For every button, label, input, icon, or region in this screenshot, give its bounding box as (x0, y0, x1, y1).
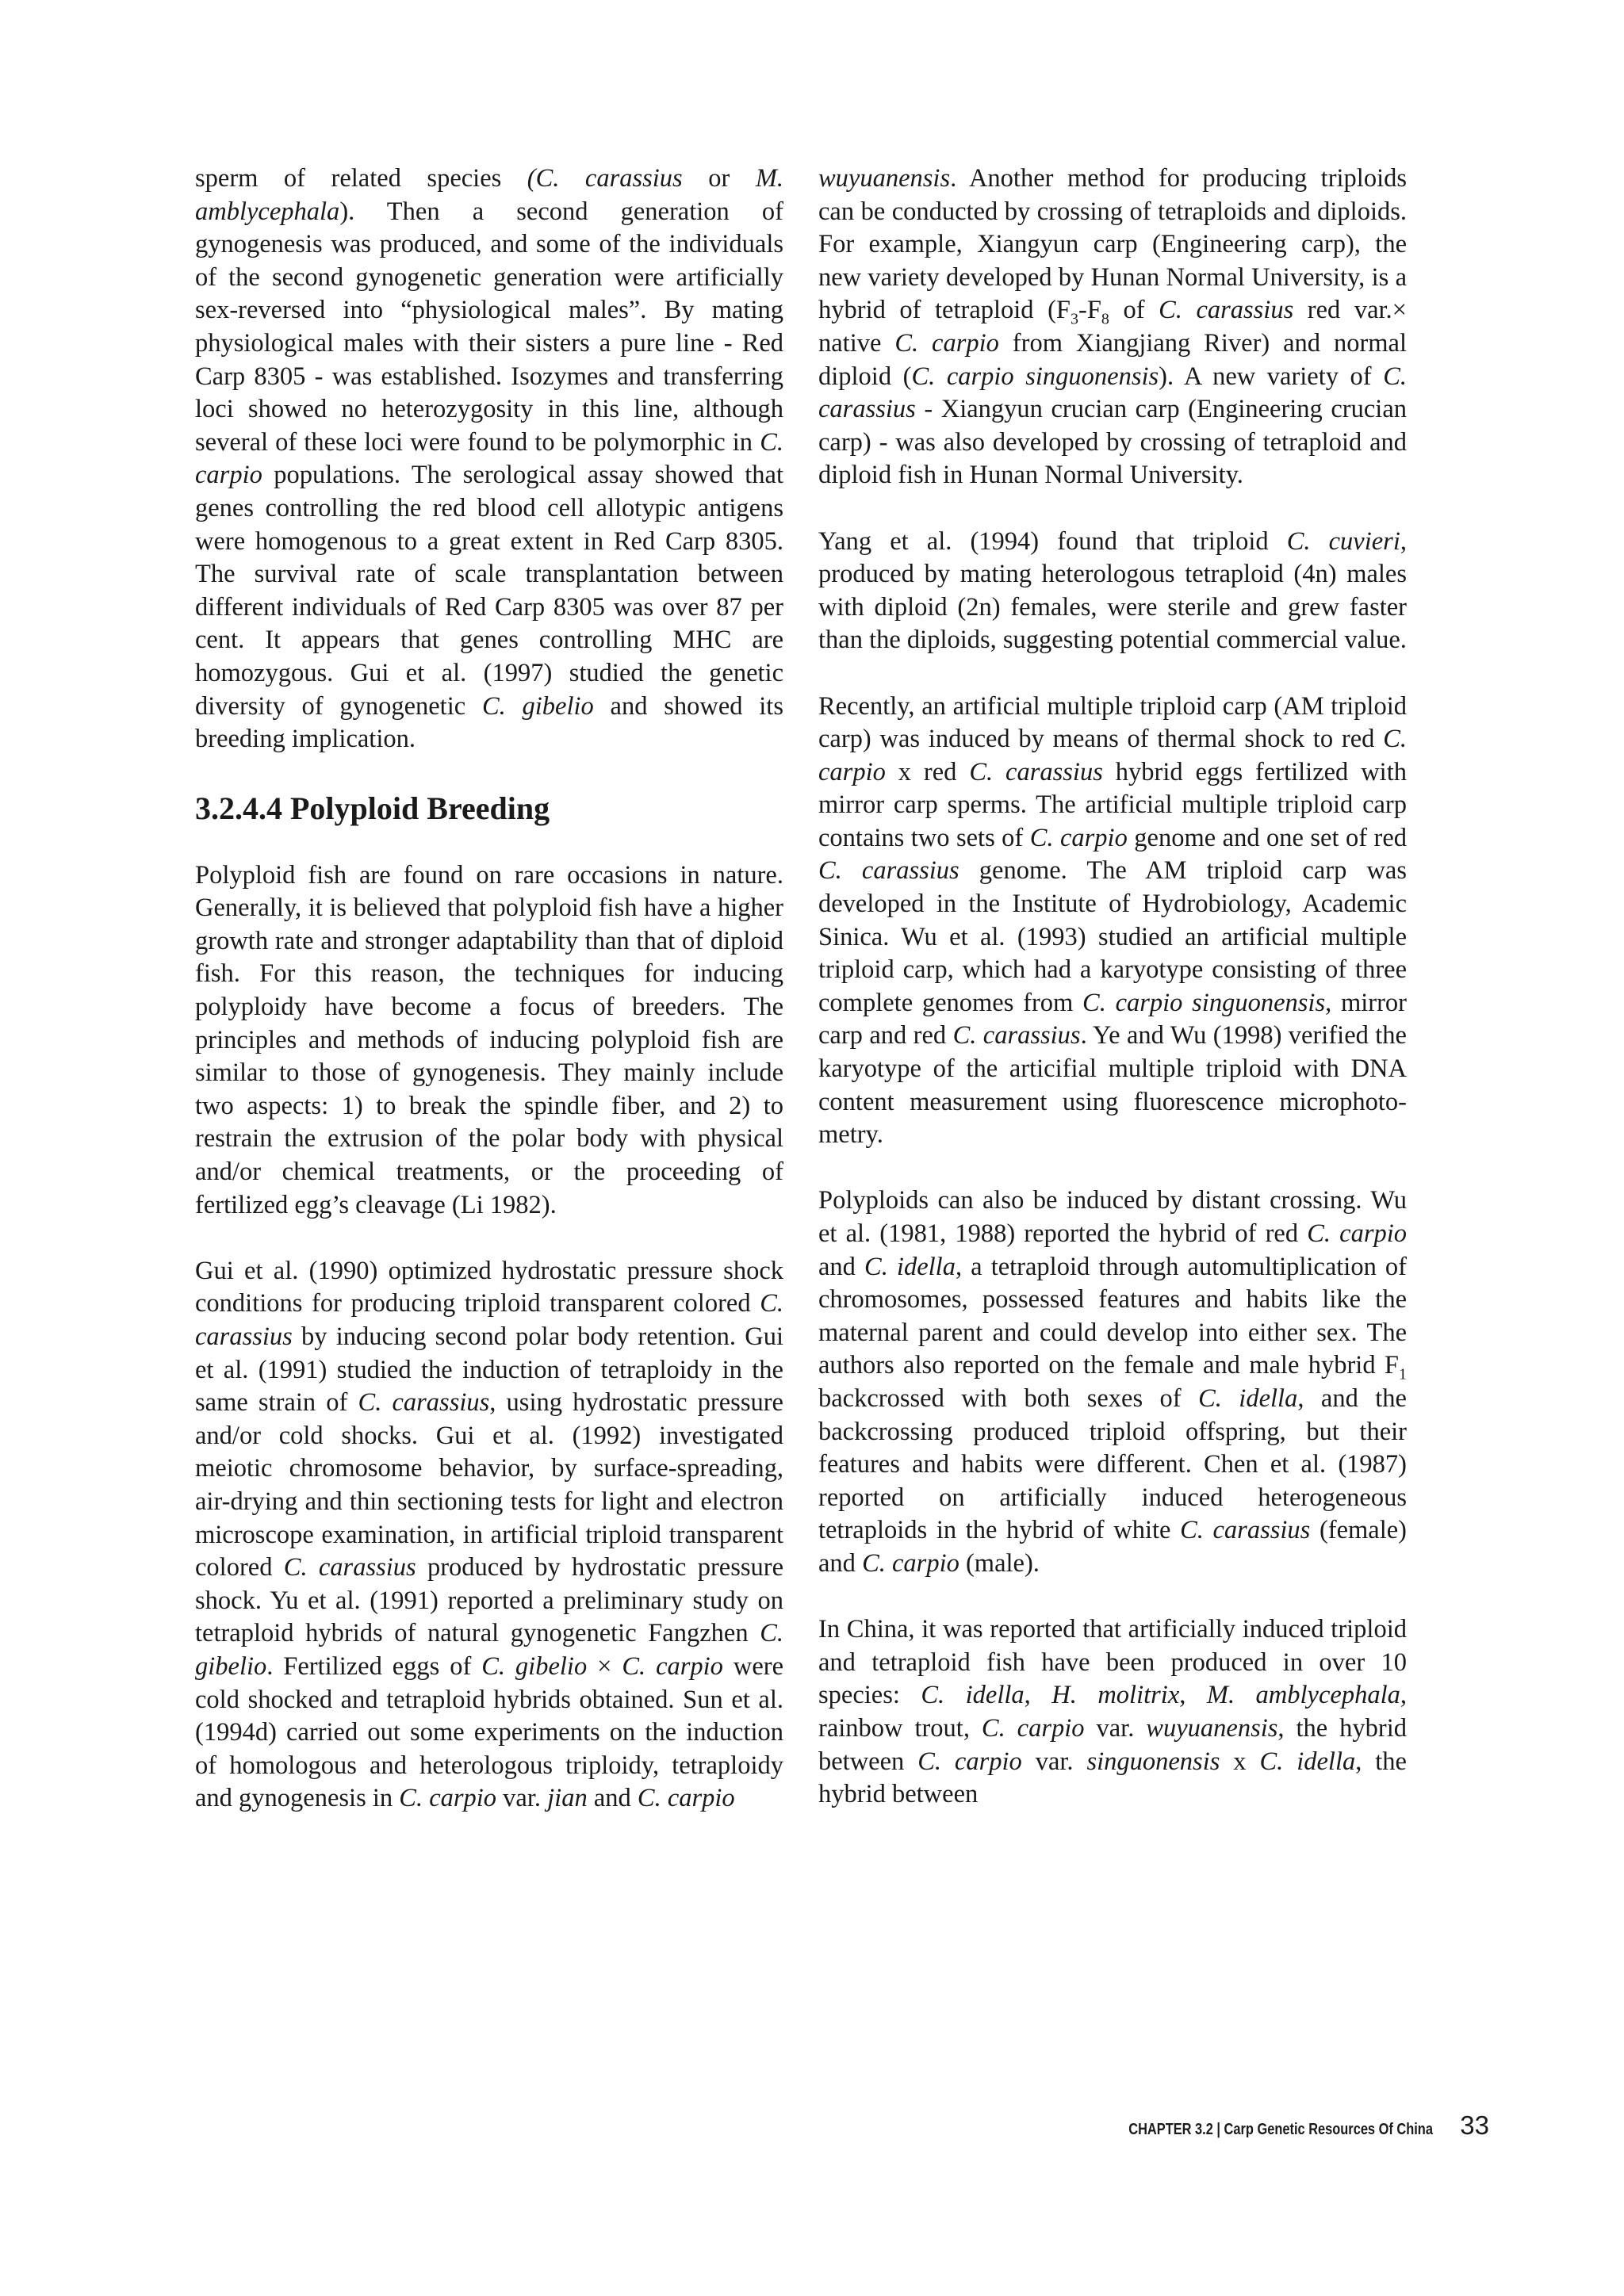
paragraph (818, 1184, 1407, 1580)
chapter-label: CHAPTER 3.2 | Carp Genetic Resources Of China (1128, 2121, 1434, 2138)
paragraph (818, 1613, 1407, 1812)
italic-term: C. carpio (622, 1651, 723, 1681)
text-run: (male). (959, 1548, 1040, 1578)
page-number: 33 (1460, 2110, 1489, 2140)
subscript: 1 (1399, 1365, 1407, 1383)
italic-term: C. carpio (1029, 823, 1128, 852)
text-run: × (587, 1651, 622, 1681)
italic-term: C. carpio (195, 427, 783, 490)
italic-term: C. carpio (1307, 1219, 1408, 1248)
text-run: , and the backcrossing produced triploid offspring, but their features and habits were different. Chen et al. (1987) reported on artificially induced heterogeneous tetraploids in the hybrid of white (818, 1383, 1407, 1545)
text-run: and showed its breeding implication. (195, 691, 783, 754)
italic-term: C. carassius (818, 362, 1407, 424)
paragraph (818, 526, 1407, 657)
italic-term: C. carpio (862, 1548, 959, 1578)
italic-term: C. carpio singuonensis (1082, 988, 1326, 1017)
italic-term: wuyuanensis (818, 164, 951, 193)
italic-term: C. idella (1259, 1747, 1356, 1776)
text-run: sperm of related species (195, 164, 527, 193)
italic-term: C. carassius (195, 1289, 783, 1351)
paragraph (818, 163, 1407, 492)
italic-term: C. carpio singuonensis (911, 362, 1159, 391)
text-run: -F (1078, 296, 1101, 325)
italic-term: C. carassius (952, 1021, 1081, 1050)
text-run: backcrossed with both sexes of (818, 1383, 1199, 1413)
text-run: Polyploids can also be induced by distant crossing. Wu et al. (1981, 1988) reported the hybrid of red (818, 1186, 1407, 1248)
text-run: were cold shocked and tetraploid hybrids obtained. Sun et al. (1994d) carried out some experiments on the induction of homologous and heterologous triploidy, tetraploidy and gynogenesis in (195, 1651, 783, 1813)
text-run: , (1179, 1681, 1207, 1710)
italic-term: C. carassius (1180, 1516, 1311, 1545)
italic-term: C. carpio (917, 1747, 1022, 1776)
text-run: genome and one set of red (1127, 823, 1407, 852)
text-run: . Ye and Wu (1998) verified the karyotype of the articifial multiple triploid with DNA content measurement using fluorescence microphoto-metry. (818, 1021, 1407, 1150)
italic-term: C. carassius (969, 757, 1103, 786)
text-run: ). Then a second generation of gynogenesis was produced, and some of the individuals of the second gynogenetic generation were artificially sex-reversed into “physiological males”. By mating physiological males with their sisters a pure line - Red Carp 8305 - was established. Isozymes and transferring loci showed no heterozygosity in this line, although several of these loci were found to be polymorphic in (195, 197, 783, 457)
italic-term: C. carpio (894, 328, 999, 358)
text-run: red var.× native (818, 296, 1407, 358)
italic-term: wuyuanensis (1146, 1713, 1278, 1743)
section-heading: 3.2.4.4 Polyploid Breeding (195, 790, 550, 826)
text-run: (female) and (818, 1516, 1407, 1578)
italic-term: M. amblycephala (1206, 1681, 1400, 1710)
text-run: hybrid eggs fertilized with mirror carp sperms. The artificial multiple triploid carp contains two sets of (818, 757, 1407, 852)
text-run: produced by hydrostatic pressure shock. Yu et al. (1991) reported a preliminary study on tetraploid hybrids of natural gynogenetic Fangzhen (195, 1553, 784, 1648)
text-run: ). A new variety of (1159, 362, 1384, 391)
text-run: Recently, an artificial multiple triploid carp (AM triploid carp) was induced by means of thermal shock to red (818, 691, 1407, 754)
italic-term: C. carpio (399, 1784, 497, 1813)
text-run: Yang et al. (1994) found that triploid (818, 526, 1287, 556)
text-run: of (1109, 296, 1159, 325)
text-run: - Xiangyun crucian carp (Engineering crucian carp) - was also developed by crossing of tetraploid and diploid fish in Hunan Normal University. (818, 395, 1407, 490)
text-run: . Fertilized eggs of (266, 1651, 482, 1681)
left-column (195, 163, 783, 1816)
right-column (818, 163, 1407, 1812)
paragraph (195, 163, 783, 756)
text-run: . Another method for producing triploids can be conducted by crossing of tetraploids and diploids. For example, Xiangyun carp (Engineering carp), the new variety developed by Hunan Normal University, is a hybrid of tetraploid (F (818, 164, 1407, 325)
text-run: , a tetraploid through automultiplication of chromosomes, possessed features and habits like the maternal parent and could develop into either sex. The authors also reported on the female and male hybrid F (818, 1252, 1407, 1380)
text-run: genome. The AM triploid carp was developed in the Institute of Hydrobiology, Academic Sinica. Wu et al. (1993) studied an artificial multiple triploid carp, which had a karyotype consisting of three complete genomes from (818, 856, 1407, 1017)
text-run: populations. The serological assay showed that genes controlling the red blood cell allotypic antigens were homogenous to a great extent in Red Carp 8305. The survival rate of scale transplantation between different individuals of Red Carp 8305 was over 87 per cent. It appears that genes controlling MHC are homozygous. Gui et al. (1997) studied the genetic diversity of gynogenetic (195, 461, 783, 721)
text-run: var. (1021, 1747, 1087, 1776)
italic-term: C. carassius (358, 1388, 490, 1418)
italic-term: singuonensis (1086, 1747, 1220, 1776)
text-run: from Xiangjiang River) and normal diploid ( (818, 328, 1408, 391)
italic-term: C. idella (864, 1252, 956, 1281)
subscript: 3 (1071, 310, 1079, 328)
text-run: and (818, 1252, 865, 1281)
paragraph (818, 691, 1407, 1152)
text-run: , the hybrid between (818, 1713, 1407, 1776)
italic-term: C. carassius (1159, 296, 1294, 325)
italic-term: C. idella (921, 1681, 1025, 1710)
italic-term: C. carpio (981, 1713, 1085, 1743)
paragraph (195, 859, 783, 1223)
text-run: , (1024, 1681, 1052, 1710)
text-run: Gui et al. (1990) optimized hydrostatic pressure shock conditions for producing triploid transparent colored (195, 1256, 783, 1318)
italic-term: H. molitrix (1051, 1681, 1180, 1710)
text-run: In China, it was reported that artificially induced triploid and tetraploid fish have been produced in over 10 species: (818, 1615, 1407, 1710)
italic-term: C. carassius (283, 1553, 416, 1582)
text-run: Polyploid fish are found on rare occasions in nature. Generally, it is believed that polyploid fish have a higher growth rate and stronger adaptability than that of diploid fish. For this reason, the techniques for inducing polyploidy have become a focus of breeders. The principles and methods of inducing polyploid fish are similar to those of gynogenesis. They mainly include two aspects: 1) to break the spindle fiber, and 2) to restrain the extrusion of the polar body with physical and/or chemical treatments, or the proceeding of fertilized egg’s cleavage (Li 1982). (195, 860, 783, 1219)
italic-term: jian (547, 1784, 588, 1813)
text-run: and (587, 1784, 638, 1813)
text-run: , produced by mating heterologous tetraploid (4n) males with diploid (2n) females, were sterile and grew faster than the diploids, suggesting potential commercial value. (818, 526, 1407, 655)
text-run: , mirror carp and red (818, 988, 1407, 1050)
italic-term: C. idella (1198, 1383, 1298, 1413)
italic-term: C. gibelio (195, 1619, 783, 1681)
text-run: var. (1084, 1713, 1147, 1743)
italic-term: C. carpio (818, 725, 1407, 786)
text-run: var. (496, 1784, 548, 1813)
text-run: x red (885, 757, 970, 786)
text-run: x (1220, 1747, 1260, 1776)
text-run: , the hybrid between (818, 1747, 1407, 1809)
italic-term: C. carpio (637, 1784, 735, 1813)
italic-term: C. cuvieri (1286, 526, 1400, 556)
subscript: 8 (1101, 310, 1109, 328)
page-footer (1062, 2110, 1489, 2141)
text-run: or (682, 164, 756, 193)
text-run: , using hydrostatic pressure and/or cold shocks. Gui et al. (1992) investigated meiotic chromosome behavior, by surface-spreading, air-drying and thin sectioning tests for light and electron microscope examination, in artificial triploid transparent colored (195, 1388, 783, 1582)
text-run: by inducing second polar body retention. Gui et al. (1991) studied the induction of tetraploidy in the same strain of (195, 1322, 783, 1418)
italic-term: (C. carassius (527, 164, 683, 193)
italic-term: C. carassius (818, 856, 959, 886)
italic-term: C. gibelio (481, 691, 594, 721)
italic-term: M. amblycephala (195, 164, 784, 226)
italic-term: C. gibelio (481, 1651, 588, 1681)
text-run: , rainbow trout, (818, 1681, 1407, 1743)
paragraph (195, 1255, 783, 1816)
